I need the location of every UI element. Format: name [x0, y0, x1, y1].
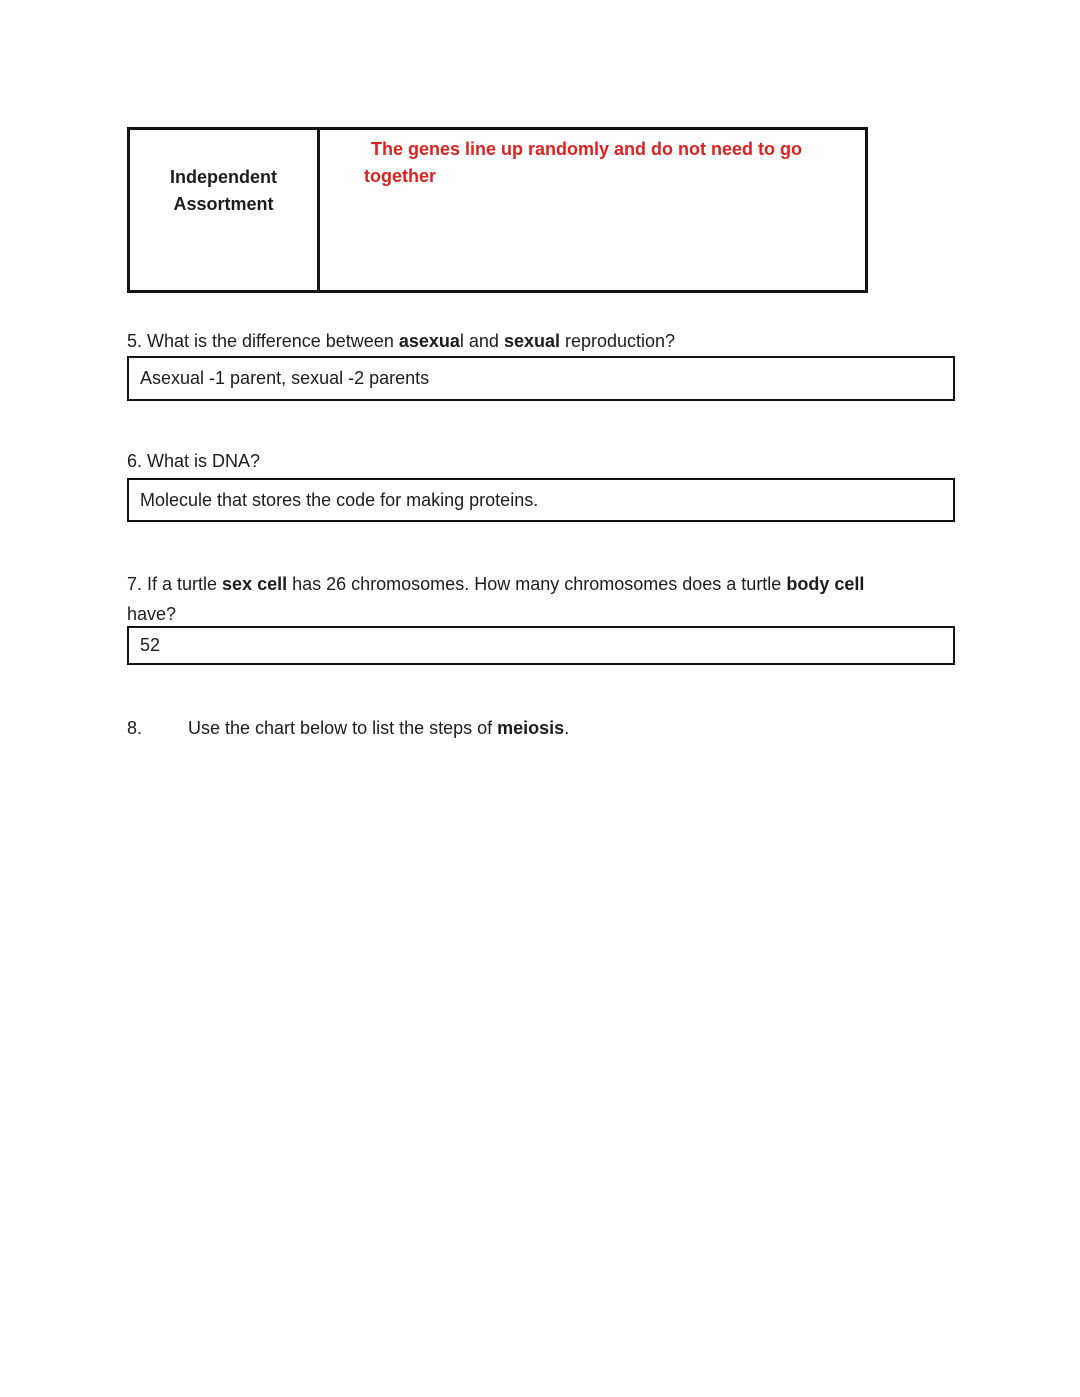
- question-7-bold-sex-cell: sex cell: [222, 574, 288, 594]
- question-8-bold-meiosis: meiosis: [497, 718, 565, 738]
- question-8-text-part: Use the chart below to list the steps of: [188, 718, 498, 738]
- table-term-cell: [130, 130, 320, 290]
- question-7-text-line-2: have?: [127, 604, 177, 624]
- question-7-bold-body-cell: body cell: [786, 574, 865, 594]
- question-8-number: 8.: [127, 718, 143, 738]
- question-6-answer-box[interactable]: [127, 478, 955, 522]
- question-5-text-part: l and: [459, 331, 504, 351]
- question-7-text-part: has 26 chromosomes. How many chromosomes does a turtle: [287, 574, 787, 594]
- question-6-answer-text: Molecule that stores the code for making proteins.: [140, 489, 539, 510]
- question-5-answer-box[interactable]: [127, 356, 955, 401]
- definition-line-1: The genes line up randomly and do not need to go: [371, 139, 803, 159]
- question-7-text: [127, 569, 967, 629]
- vocab-table: [127, 127, 868, 293]
- table-definition-cell[interactable]: [320, 130, 865, 290]
- question-5-bold-sexual: sexual: [503, 331, 560, 351]
- question-8-text-part: .: [564, 718, 570, 738]
- question-7-text-part: 7. If a turtle: [127, 574, 223, 594]
- question-6-text: [127, 451, 260, 472]
- question-7-answer-text: 52: [140, 635, 161, 655]
- term-line-2: Assortment: [173, 194, 274, 214]
- question-8-text: [127, 718, 569, 739]
- question-5-text-part: reproduction?: [559, 331, 676, 351]
- question-6-text-part: 6. What is DNA?: [127, 451, 261, 471]
- question-5-bold-asexual: asexua: [398, 331, 460, 351]
- question-7-answer-box[interactable]: [127, 626, 955, 665]
- question-5-text: [127, 331, 675, 352]
- term-line-1: Independent: [170, 167, 277, 187]
- definition-line-2: together: [364, 166, 436, 186]
- question-5-answer-text: Asexual -1 parent, sexual -2 parents: [140, 368, 430, 388]
- question-5-text-part: 5. What is the difference between: [127, 331, 399, 351]
